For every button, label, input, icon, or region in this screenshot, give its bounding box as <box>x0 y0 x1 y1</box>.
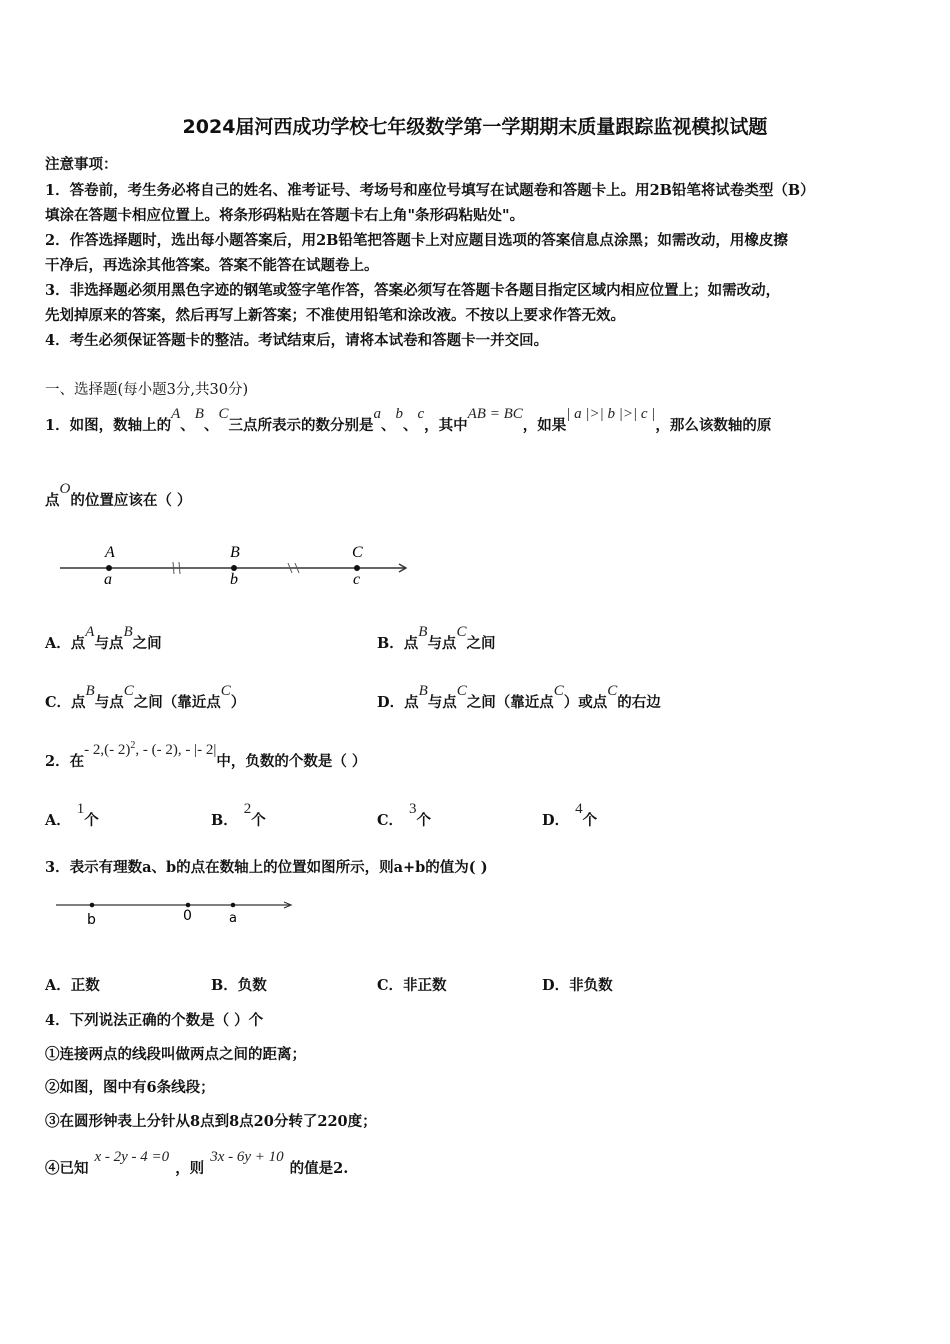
page-title: 2024届河西成功学校七年级数学第一学期期末质量跟踪监视模拟试题 <box>182 116 768 138</box>
tick-mark <box>179 562 180 574</box>
label-c: c <box>353 571 361 588</box>
option-1-C[interactable]: C．点B与点C之间（靠近点C） <box>45 683 246 711</box>
point-b <box>90 903 95 908</box>
number-line-figure-3 <box>52 895 302 931</box>
option-1-B[interactable]: B．点B与点C之间 <box>377 624 496 652</box>
statement-1: ①连接两点的线段叫做两点之间的距离； <box>45 1046 306 1063</box>
label-C: C <box>352 544 363 561</box>
label-A: A <box>105 544 115 561</box>
label-b: b <box>230 571 238 588</box>
option-3-D[interactable]: D．非负数 <box>542 977 613 994</box>
statement-2: ②如图，图中有6条线段； <box>45 1079 215 1096</box>
notes-line: 先划掉原来的答案，然后再写上新答案；不准使用铅笔和涂改液。不按以上要求作答无效。 <box>45 307 625 324</box>
statement-4: ④已知x - 2y - 4 =0，则3x - 6y + 10的值是2. <box>45 1149 349 1177</box>
statement-3: ③在圆形钟表上分针从8点到8点20分转了220度； <box>45 1113 377 1130</box>
label-a: a <box>229 911 237 926</box>
option-3-A[interactable]: A．正数 <box>45 977 100 994</box>
question-1-line-2: 点O的位置应该在（ ） <box>45 481 192 509</box>
option-2-A[interactable]: A．1个 <box>45 801 99 829</box>
notes-line: 4．考生必须保证答题卡的整洁。考试结束后，请将本试卷和答题卡一并交回。 <box>45 332 549 349</box>
number-line-figure-1 <box>55 538 415 590</box>
option-2-C[interactable]: C．3个 <box>377 801 432 829</box>
label-a: a <box>104 571 112 588</box>
notes-line: 填涂在答题卡相应位置上。将条形码粘贴在答题卡右上角"条形码粘贴处"。 <box>45 207 525 224</box>
question-1-line-1: 1．如图，数轴上的A、B、C三点所表示的数分别是a、b、c，其中AB = BC，如果| a |>| b |>| c |，那么该数轴的原 <box>45 406 772 434</box>
option-3-B[interactable]: B．负数 <box>211 977 267 994</box>
notes-line: 2．作答选择题时，选出每小题答案后，用2B铅笔把答题卡上对应题目选项的答案信息点涂黑；如需改动，用橡皮擦 <box>45 232 788 249</box>
question-4: 4．下列说法正确的个数是（ ）个 <box>45 1012 264 1029</box>
option-3-C[interactable]: C．非正数 <box>377 977 447 994</box>
point-a <box>231 903 236 908</box>
label-0: 0 <box>183 908 192 924</box>
notes-line: 干净后，再选涂其他答案。答案不能答在试题卷上。 <box>45 257 379 274</box>
option-2-D[interactable]: D．4个 <box>542 801 598 829</box>
question-2: 2．在- 2,(- 2)$^2$, - (- 2), - |- 2|中，负数的个数是（ ） <box>45 740 367 770</box>
option-1-A[interactable]: A．点A与点B之间 <box>45 624 162 652</box>
notes-line: 1．答卷前，考生务必将自己的姓名、准考证号、考场号和座位号填写在试题卷和答题卡上。用2B铅笔将试卷类型（B） <box>45 182 815 199</box>
label-b: b <box>87 912 96 928</box>
question-3: 3．表示有理数a、b的点在数轴上的位置如图所示，则a+b的值为( ) <box>45 859 488 876</box>
label-B: B <box>230 544 240 561</box>
tick-mark <box>173 562 174 574</box>
point-zero <box>186 903 191 908</box>
notes-line: 3．非选择题必须用黑色字迹的钢笔或签字笔作答，答案必须写在答题卡各题目指定区域内相应位置上；如需改动， <box>45 282 781 299</box>
option-2-B[interactable]: B．2个 <box>211 801 266 829</box>
notes-heading: 注意事项： <box>45 156 118 173</box>
section-heading: 一、选择题(每小题3分,共30分) <box>45 382 249 398</box>
option-1-D[interactable]: D．点B与点C之间（靠近点C）或点C的右边 <box>377 683 661 711</box>
